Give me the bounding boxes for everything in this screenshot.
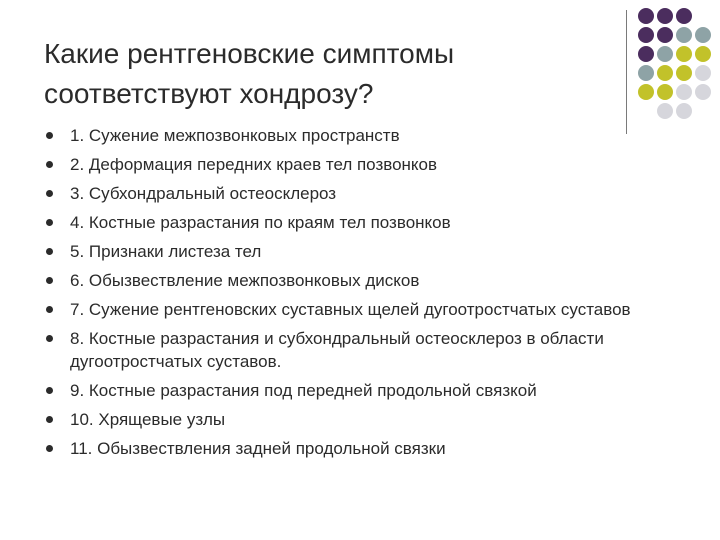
list-item — [42, 379, 682, 402]
bullet-icon — [46, 190, 53, 197]
decorative-dot-icon — [676, 46, 692, 62]
decorative-dot-icon — [638, 46, 654, 62]
decorative-dot-icon — [657, 8, 673, 24]
decorative-dot-icon — [676, 84, 692, 100]
decorative-vertical-line — [626, 10, 627, 134]
bullet-icon — [46, 445, 53, 452]
list-item-text: 3. Субхондральный остеосклероз — [70, 184, 337, 203]
list-item — [42, 298, 682, 321]
decorative-dot-icon — [638, 8, 654, 24]
bullet-icon — [46, 335, 53, 342]
list-item — [42, 240, 682, 263]
list-item-text: 4. Костные разрастания по краям тел позвонков — [70, 213, 451, 232]
decorative-dot-icon — [676, 65, 692, 81]
decorative-dot-icon — [657, 65, 673, 81]
list-item — [42, 124, 682, 147]
bullet-icon — [46, 387, 53, 394]
list-item-text: 2. Деформация передних краев тел позвонков — [70, 155, 438, 174]
list-item — [42, 408, 682, 431]
bullet-icon — [46, 277, 53, 284]
symptom-list — [42, 124, 682, 466]
slide-title-line-1: Какие рентгеновские симптомы — [44, 38, 455, 69]
decorative-dot-grid — [638, 8, 718, 118]
decorative-dot-icon — [657, 84, 673, 100]
slide-title — [44, 34, 604, 114]
decorative-dot-icon — [657, 103, 673, 119]
list-item-text: 10. Хрящевые узлы — [70, 410, 226, 429]
list-item-text: 11. Обызвествления задней продольной связки — [70, 439, 446, 458]
decorative-dot-icon — [676, 27, 692, 43]
list-item — [42, 211, 682, 234]
list-item-text: 1. Сужение межпозвонковых пространств — [70, 126, 400, 145]
list-item-text: 8. Костные разрастания и субхондральный остеосклероз в области дугоотростчатых суставов. — [70, 329, 604, 371]
list-item-text: 6. Обызвествление межпозвонковых дисков — [70, 271, 420, 290]
list-item — [42, 153, 682, 176]
decorative-dot-icon — [638, 84, 654, 100]
decorative-dot-icon — [676, 103, 692, 119]
list-item — [42, 327, 682, 373]
decorative-dot-icon — [695, 65, 711, 81]
decorative-dot-icon — [638, 27, 654, 43]
decorative-dot-icon — [676, 8, 692, 24]
list-item-text: 5. Признаки листеза тел — [70, 242, 262, 261]
list-item-text: 9. Костные разрастания под передней продольной связкой — [70, 381, 537, 400]
bullet-icon — [46, 161, 53, 168]
decorative-dot-icon — [695, 46, 711, 62]
list-item — [42, 182, 682, 205]
bullet-icon — [46, 132, 53, 139]
list-item — [42, 269, 682, 292]
decorative-dot-icon — [638, 65, 654, 81]
decorative-dot-icon — [657, 46, 673, 62]
slide-title-line-2: соответствуют хондрозу? — [44, 78, 374, 109]
list-item — [42, 437, 682, 460]
list-item-text: 7. Сужение рентгеновских суставных щелей дугоотростчатых суставов — [70, 300, 631, 319]
bullet-icon — [46, 219, 53, 226]
decorative-dot-icon — [657, 27, 673, 43]
bullet-icon — [46, 306, 53, 313]
decorative-dot-icon — [695, 84, 711, 100]
decorative-dot-icon — [695, 27, 711, 43]
bullet-icon — [46, 248, 53, 255]
bullet-icon — [46, 416, 53, 423]
